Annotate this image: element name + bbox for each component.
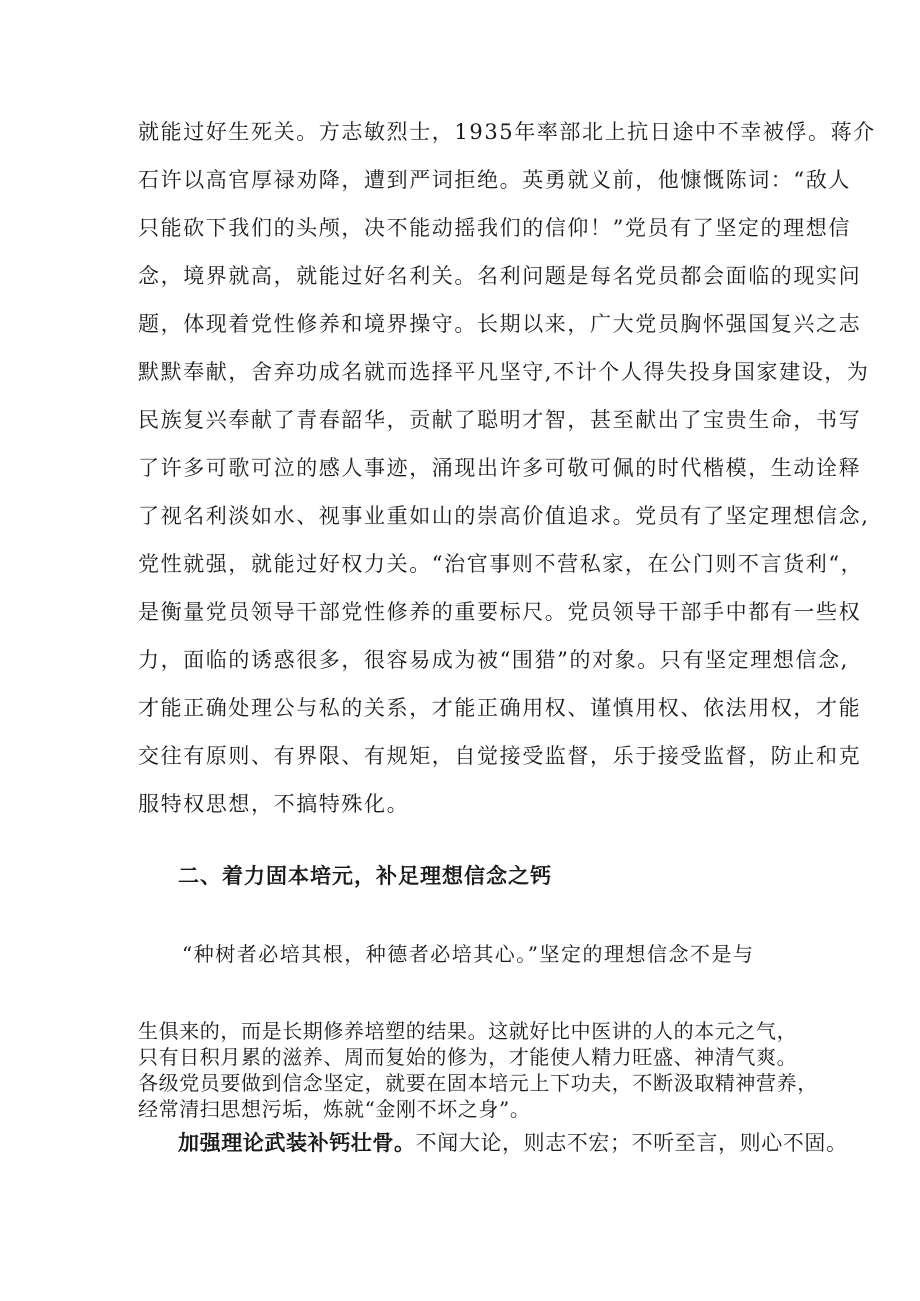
text-line: 各级党员要做到信念坚定，就要在固本培元上下功夫，不断汲取精神营养， bbox=[138, 1071, 818, 1095]
text-line: 只有日积月累的滋养、周而复始的修为，才能使人精力旺盛、神清气爽。 bbox=[138, 1045, 798, 1069]
paragraph-theory bbox=[178, 1129, 848, 1157]
text-span: 不闻大论，则志不宏；不听至言，则心不固。 bbox=[415, 1131, 848, 1155]
bold-lead: 加强理论武装补钙壮骨。 bbox=[178, 1130, 416, 1155]
text-line: 题，体现着党性修养和境界操守。长期以来，广大党员胸怀强国复兴之志 bbox=[138, 312, 862, 336]
text-line: 党性就强，就能过好权力关。“治官事则不营私家，在公门则不言货利“， bbox=[138, 552, 864, 576]
text-line: 民族复兴奉献了青春韶华，贡献了聪明才智，甚至献出了宝贵生命，书写 bbox=[138, 408, 862, 432]
text-line: 力，面临的诱惑很多，很容易成为被“围猎”的对象。只有坚定理想信念, bbox=[138, 648, 849, 672]
text-line: 念，境界就高，就能过好名利关。名利问题是每名党员都会面临的现实问 bbox=[138, 264, 862, 288]
text-line: 石许以高官厚禄劝降，遭到严词拒绝。英勇就义前，他慷慨陈词：“敌人 bbox=[138, 168, 851, 192]
text-line: 默默奉献，舍弃功成名就而选择平凡坚守,不计个人得失投身国家建设，为 bbox=[138, 360, 870, 384]
text-line: 了许多可歌可泣的感人事迹，涌现出许多可敬可佩的时代楷模，生动诠释 bbox=[138, 456, 862, 480]
quote-line: “种树者必培其根，种德者必培其心。”坚定的理想信念不是与 bbox=[182, 942, 755, 966]
text-line: 服特权思想，不搞特殊化。 bbox=[138, 792, 410, 816]
text-line: 只能砍下我们的头颅，决不能动摇我们的信仰！”党员有了坚定的理想信 bbox=[138, 216, 851, 240]
text-line: 生俱来的，而是长期修养培塑的结果。这就好比中医讲的人的本元之气， bbox=[138, 1019, 798, 1043]
text-line: 就能过好生死关。方志敏烈士，1935年率部北上抗日途中不幸被俘。蒋介 bbox=[138, 120, 876, 144]
text-line: 是衡量党员领导干部党性修养的重要标尺。党员领导干部手中都有一些权 bbox=[138, 600, 862, 624]
text-line: 了视名利淡如水、视事业重如山的崇高价值追求。党员有了坚定理想信念, bbox=[138, 504, 870, 528]
text-line: 才能正确处理公与私的关系，才能正确用权、谨慎用权、依法用权，才能 bbox=[138, 696, 862, 720]
text-line: 交往有原则、有界限、有规矩，自觉接受监督，乐于接受监督，防止和克 bbox=[138, 744, 862, 768]
section-heading: 二、着力固本培元，补足理想信念之钙 bbox=[178, 863, 552, 888]
text-line: 经常清扫思想污垢，炼就“金刚不坏之身”。 bbox=[138, 1097, 531, 1121]
